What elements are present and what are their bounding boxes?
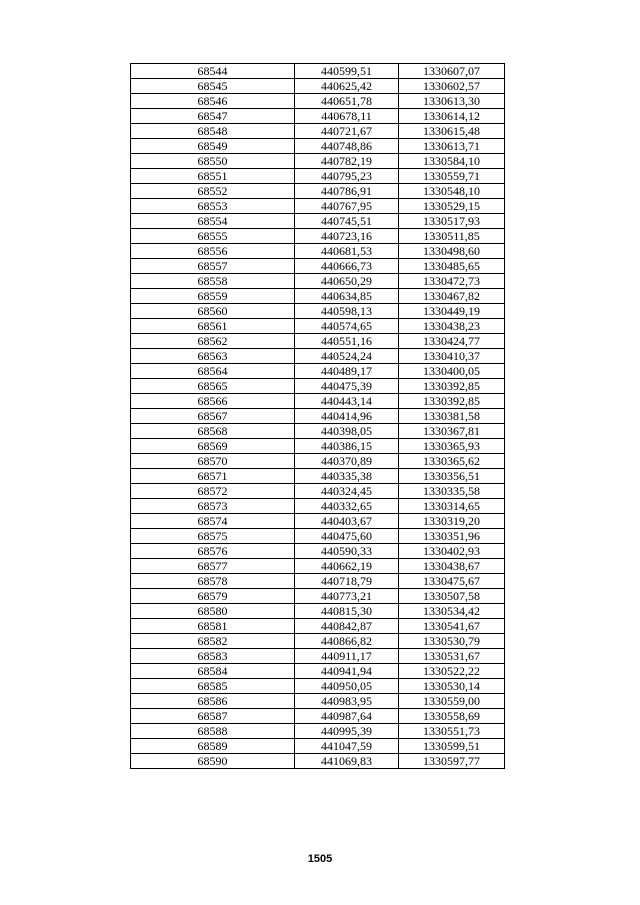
point-number-cell: 68588 [131, 724, 295, 739]
y-coordinate-cell: 1330534,42 [399, 604, 505, 619]
y-coordinate-cell: 1330559,00 [399, 694, 505, 709]
point-number-cell: 68587 [131, 709, 295, 724]
y-coordinate-cell: 1330517,93 [399, 214, 505, 229]
x-coordinate-cell: 440625,42 [295, 79, 399, 94]
point-number-cell: 68564 [131, 364, 295, 379]
point-number-cell: 68575 [131, 529, 295, 544]
y-coordinate-cell: 1330485,65 [399, 259, 505, 274]
x-coordinate-cell: 440718,79 [295, 574, 399, 589]
table-row [131, 589, 505, 604]
table-row [131, 229, 505, 244]
point-number-cell: 68590 [131, 754, 295, 769]
y-coordinate-cell: 1330381,58 [399, 409, 505, 424]
x-coordinate-cell: 440795,23 [295, 169, 399, 184]
x-coordinate-cell: 440574,65 [295, 319, 399, 334]
y-coordinate-cell: 1330551,73 [399, 724, 505, 739]
y-coordinate-cell: 1330529,15 [399, 199, 505, 214]
x-coordinate-cell: 440773,21 [295, 589, 399, 604]
table-row [131, 484, 505, 499]
x-coordinate-cell: 440599,51 [295, 64, 399, 79]
y-coordinate-cell: 1330351,96 [399, 529, 505, 544]
y-coordinate-cell: 1330365,62 [399, 454, 505, 469]
x-coordinate-cell: 440443,14 [295, 394, 399, 409]
coordinates-table-body [131, 64, 505, 769]
point-number-cell: 68582 [131, 634, 295, 649]
table-row [131, 289, 505, 304]
x-coordinate-cell: 440403,67 [295, 514, 399, 529]
table-row [131, 259, 505, 274]
table-row [131, 454, 505, 469]
point-number-cell: 68571 [131, 469, 295, 484]
table-row [131, 694, 505, 709]
x-coordinate-cell: 440598,13 [295, 304, 399, 319]
y-coordinate-cell: 1330402,93 [399, 544, 505, 559]
x-coordinate-cell: 440551,16 [295, 334, 399, 349]
y-coordinate-cell: 1330335,58 [399, 484, 505, 499]
x-coordinate-cell: 440983,95 [295, 694, 399, 709]
table-row [131, 544, 505, 559]
table-row [131, 739, 505, 754]
table-row [131, 244, 505, 259]
y-coordinate-cell: 1330558,69 [399, 709, 505, 724]
y-coordinate-cell: 1330559,71 [399, 169, 505, 184]
table-row [131, 304, 505, 319]
point-number-cell: 68573 [131, 499, 295, 514]
table-row [131, 274, 505, 289]
y-coordinate-cell: 1330597,77 [399, 754, 505, 769]
point-number-cell: 68560 [131, 304, 295, 319]
table-row [131, 499, 505, 514]
point-number-cell: 68589 [131, 739, 295, 754]
table-row [131, 529, 505, 544]
x-coordinate-cell: 440662,19 [295, 559, 399, 574]
y-coordinate-cell: 1330541,67 [399, 619, 505, 634]
point-number-cell: 68546 [131, 94, 295, 109]
page-number: 1505 [307, 853, 333, 865]
x-coordinate-cell: 440723,16 [295, 229, 399, 244]
point-number-cell: 68567 [131, 409, 295, 424]
x-coordinate-cell: 440475,60 [295, 529, 399, 544]
table-row [131, 439, 505, 454]
y-coordinate-cell: 1330607,07 [399, 64, 505, 79]
table-row [131, 379, 505, 394]
point-number-cell: 68566 [131, 394, 295, 409]
point-number-cell: 68572 [131, 484, 295, 499]
y-coordinate-cell: 1330400,05 [399, 364, 505, 379]
y-coordinate-cell: 1330367,81 [399, 424, 505, 439]
x-coordinate-cell: 440650,29 [295, 274, 399, 289]
y-coordinate-cell: 1330615,48 [399, 124, 505, 139]
x-coordinate-cell: 440782,19 [295, 154, 399, 169]
table-row [131, 724, 505, 739]
point-number-cell: 68550 [131, 154, 295, 169]
y-coordinate-cell: 1330472,73 [399, 274, 505, 289]
y-coordinate-cell: 1330530,14 [399, 679, 505, 694]
point-number-cell: 68580 [131, 604, 295, 619]
table-row [131, 574, 505, 589]
y-coordinate-cell: 1330475,67 [399, 574, 505, 589]
table-row [131, 364, 505, 379]
point-number-cell: 68548 [131, 124, 295, 139]
x-coordinate-cell: 440475,39 [295, 379, 399, 394]
x-coordinate-cell: 440324,45 [295, 484, 399, 499]
y-coordinate-cell: 1330314,65 [399, 499, 505, 514]
table-row [131, 664, 505, 679]
table-row [131, 109, 505, 124]
point-number-cell: 68549 [131, 139, 295, 154]
point-number-cell: 68577 [131, 559, 295, 574]
y-coordinate-cell: 1330392,85 [399, 394, 505, 409]
x-coordinate-cell: 440745,51 [295, 214, 399, 229]
table-row [131, 349, 505, 364]
point-number-cell: 68545 [131, 79, 295, 94]
point-number-cell: 68585 [131, 679, 295, 694]
table-row [131, 184, 505, 199]
point-number-cell: 68568 [131, 424, 295, 439]
point-number-cell: 68561 [131, 319, 295, 334]
point-number-cell: 68583 [131, 649, 295, 664]
y-coordinate-cell: 1330613,30 [399, 94, 505, 109]
table-row [131, 214, 505, 229]
y-coordinate-cell: 1330507,58 [399, 589, 505, 604]
y-coordinate-cell: 1330522,22 [399, 664, 505, 679]
table-row [131, 634, 505, 649]
point-number-cell: 68547 [131, 109, 295, 124]
x-coordinate-cell: 440767,95 [295, 199, 399, 214]
x-coordinate-cell: 440524,24 [295, 349, 399, 364]
x-coordinate-cell: 440398,05 [295, 424, 399, 439]
x-coordinate-cell: 440866,82 [295, 634, 399, 649]
table-row [131, 169, 505, 184]
y-coordinate-cell: 1330438,67 [399, 559, 505, 574]
table-row [131, 199, 505, 214]
x-coordinate-cell: 440842,87 [295, 619, 399, 634]
table-row [131, 649, 505, 664]
point-number-cell: 68586 [131, 694, 295, 709]
y-coordinate-cell: 1330449,19 [399, 304, 505, 319]
y-coordinate-cell: 1330467,82 [399, 289, 505, 304]
table-row [131, 94, 505, 109]
y-coordinate-cell: 1330498,60 [399, 244, 505, 259]
point-number-cell: 68553 [131, 199, 295, 214]
table-row [131, 514, 505, 529]
point-number-cell: 68555 [131, 229, 295, 244]
point-number-cell: 68544 [131, 64, 295, 79]
x-coordinate-cell: 440987,64 [295, 709, 399, 724]
point-number-cell: 68559 [131, 289, 295, 304]
x-coordinate-cell: 440414,96 [295, 409, 399, 424]
point-number-cell: 68565 [131, 379, 295, 394]
point-number-cell: 68554 [131, 214, 295, 229]
x-coordinate-cell: 440995,39 [295, 724, 399, 739]
y-coordinate-cell: 1330356,51 [399, 469, 505, 484]
x-coordinate-cell: 441047,59 [295, 739, 399, 754]
point-number-cell: 68576 [131, 544, 295, 559]
table-row [131, 679, 505, 694]
x-coordinate-cell: 440386,15 [295, 439, 399, 454]
point-number-cell: 68578 [131, 574, 295, 589]
table-row [131, 334, 505, 349]
y-coordinate-cell: 1330424,77 [399, 334, 505, 349]
table-row [131, 409, 505, 424]
table-row [131, 709, 505, 724]
x-coordinate-cell: 440666,73 [295, 259, 399, 274]
y-coordinate-cell: 1330410,37 [399, 349, 505, 364]
table-row [131, 154, 505, 169]
point-number-cell: 68556 [131, 244, 295, 259]
table-row [131, 394, 505, 409]
table-row [131, 619, 505, 634]
table-row [131, 754, 505, 769]
x-coordinate-cell: 440950,05 [295, 679, 399, 694]
x-coordinate-cell: 440786,91 [295, 184, 399, 199]
point-number-cell: 68552 [131, 184, 295, 199]
y-coordinate-cell: 1330530,79 [399, 634, 505, 649]
point-number-cell: 68557 [131, 259, 295, 274]
y-coordinate-cell: 1330319,20 [399, 514, 505, 529]
table-row [131, 559, 505, 574]
x-coordinate-cell: 440590,33 [295, 544, 399, 559]
x-coordinate-cell: 440678,11 [295, 109, 399, 124]
y-coordinate-cell: 1330584,10 [399, 154, 505, 169]
x-coordinate-cell: 440681,53 [295, 244, 399, 259]
x-coordinate-cell: 440489,17 [295, 364, 399, 379]
y-coordinate-cell: 1330548,10 [399, 184, 505, 199]
point-number-cell: 68574 [131, 514, 295, 529]
table-row [131, 64, 505, 79]
y-coordinate-cell: 1330613,71 [399, 139, 505, 154]
x-coordinate-cell: 440634,85 [295, 289, 399, 304]
y-coordinate-cell: 1330599,51 [399, 739, 505, 754]
y-coordinate-cell: 1330614,12 [399, 109, 505, 124]
table-row [131, 124, 505, 139]
table-row [131, 424, 505, 439]
x-coordinate-cell: 440721,67 [295, 124, 399, 139]
point-number-cell: 68584 [131, 664, 295, 679]
table-row [131, 469, 505, 484]
y-coordinate-cell: 1330438,23 [399, 319, 505, 334]
table-row [131, 319, 505, 334]
x-coordinate-cell: 440941,94 [295, 664, 399, 679]
point-number-cell: 68581 [131, 619, 295, 634]
point-number-cell: 68562 [131, 334, 295, 349]
y-coordinate-cell: 1330511,85 [399, 229, 505, 244]
point-number-cell: 68569 [131, 439, 295, 454]
table-row [131, 139, 505, 154]
y-coordinate-cell: 1330392,85 [399, 379, 505, 394]
coordinates-table [130, 63, 505, 769]
y-coordinate-cell: 1330531,67 [399, 649, 505, 664]
x-coordinate-cell: 440332,65 [295, 499, 399, 514]
point-number-cell: 68551 [131, 169, 295, 184]
x-coordinate-cell: 440370,89 [295, 454, 399, 469]
table-row [131, 79, 505, 94]
x-coordinate-cell: 440911,17 [295, 649, 399, 664]
point-number-cell: 68558 [131, 274, 295, 289]
y-coordinate-cell: 1330602,57 [399, 79, 505, 94]
x-coordinate-cell: 440651,78 [295, 94, 399, 109]
point-number-cell: 68579 [131, 589, 295, 604]
table-row [131, 604, 505, 619]
x-coordinate-cell: 441069,83 [295, 754, 399, 769]
point-number-cell: 68563 [131, 349, 295, 364]
x-coordinate-cell: 440815,30 [295, 604, 399, 619]
x-coordinate-cell: 440748,86 [295, 139, 399, 154]
point-number-cell: 68570 [131, 454, 295, 469]
x-coordinate-cell: 440335,38 [295, 469, 399, 484]
y-coordinate-cell: 1330365,93 [399, 439, 505, 454]
